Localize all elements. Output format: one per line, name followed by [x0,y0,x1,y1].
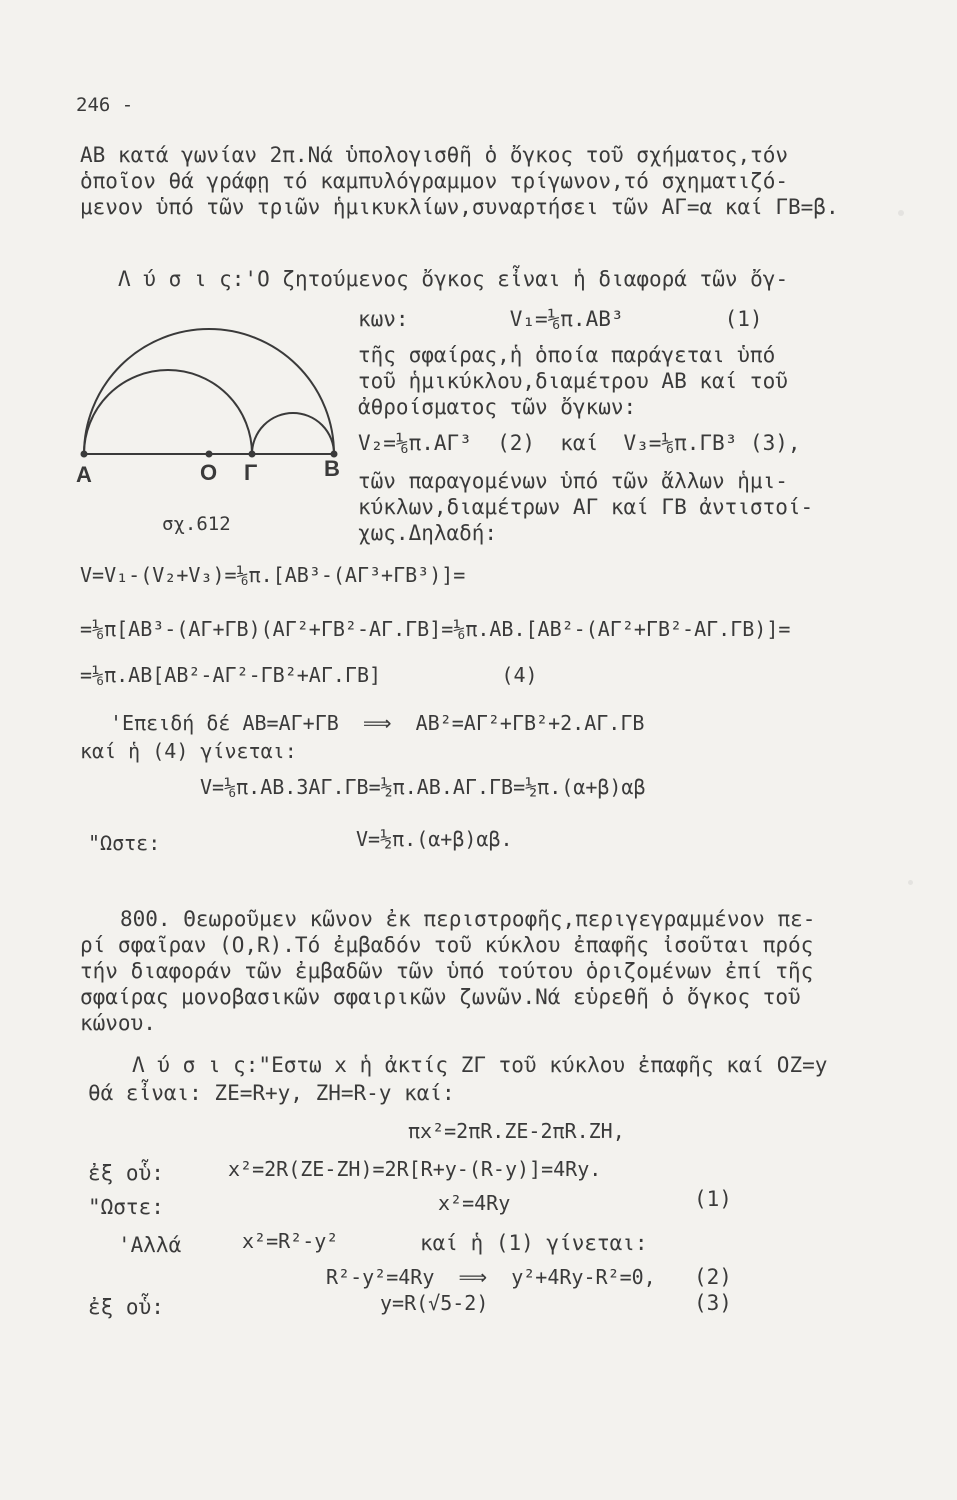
equation-line-3: =⅙π.ΑΒ[ΑΒ²-ΑΓ²-ΓΒ²+ΑΓ.ΓΒ] (4) [80,663,538,687]
solution1-line-7: τῶν παραγομένων ὑπό τῶν ἄλλων ἡμι- [358,469,788,493]
solution1-line-3: τῆς σφαίρας,ἡ ὁποία παράγεται ὑπό [358,343,776,367]
label-g: Γ [244,460,258,485]
solution1-line-4: τοῦ ἡμικύκλου,διαμέτρου ΑΒ καί τοῦ [358,369,788,393]
paper-speck [908,880,913,885]
solution2-line-9: y=R(√5-2) [380,1291,489,1315]
solution1-line-1: Λ ύ σ ι ς:'Ο ζητούμενος ὄγκος εἶναι ἡ διαφορά τῶν ὄγ- [118,267,789,291]
solution2-line-7: καί ἡ (1) γίνεται: [420,1231,648,1255]
point-o [206,451,213,458]
label-a: Α [76,462,92,487]
solution2-eqnum-1: (1) [694,1187,732,1211]
solution2-line-1: Λ ύ σ ι ς:"Εστω x ἡ ἀκτίς ΖΓ τοῦ κύκλου ἐπαφῆς καί ΟΖ=y [132,1053,828,1077]
solution2-eqnum-3: (3) [694,1291,732,1315]
problem800-line-4: σφαίρας μονοβασικῶν σφαιρικῶν ζωνῶν.Νά εὑρεθῆ ὁ ὄγκος τοῦ [80,985,801,1009]
label-o: Ο [200,460,218,485]
problem800-line-1: 800. Θεωροῦμεν κῶνον ἐκ περιστροφῆς,περιγεγραμμένον πε- [120,907,816,931]
semicircle-ag [84,370,252,454]
solution2-line-8: R²-y²=4Ry ⟹ y²+4Ry-R²=0, [326,1265,656,1289]
problem-intro-line-2: ὁποῖον θά γράφῃ τό καμπυλόγραμμον τρίγωνον,τό σχηματιζό- [80,169,789,193]
page-number: 246 - [76,94,134,116]
equation-line-5: καί ἡ (4) γίνεται: [80,739,297,763]
solution2-line-3: πx²=2πR.ΖΕ-2πR.ΖΗ, [408,1119,625,1143]
solution2-line-6: x²=R²-y² [242,1229,339,1253]
equation-line-4: 'Επειδή δέ ΑΒ=ΑΓ+ΓΒ ⟹ ΑΒ²=ΑΓ²+ΓΒ²+2.ΑΓ.ΓΒ [110,711,645,735]
point-a [81,451,88,458]
solution1-line-9: χως.Δηλαδή: [358,521,498,545]
problem800-line-5: κώνου. [80,1011,156,1035]
point-g [249,451,256,458]
equation-line-1: V=V₁-(V₂+V₃)=⅙π.[ΑΒ³-(ΑΓ³+ΓΒ³)]= [80,563,466,587]
solution2-exou-1: ἐξ οὗ: [88,1161,164,1185]
solution2-exou-2: ἐξ οὗ: [88,1295,164,1319]
semicircle-gb [252,413,334,454]
solution2-alla-label: 'Αλλά [118,1233,182,1257]
equation-so-label: "Ωστε: [88,831,161,855]
solution2-line-4: x²=2R(ΖΕ-ΖΗ)=2R[R+y-(R-y)]=4Ry. [228,1157,602,1181]
problem-intro-line-1: ΑΒ κατά γωνίαν 2π.Νά ὑπολογισθῆ ὁ ὄγκος τοῦ σχήματος,τόν [80,143,789,167]
problem800-line-2: ρί σφαῖραν (Ο,R).Τό ἐμβαδόν τοῦ κύκλου ἐπαφῆς ἰσοῦται πρός [80,933,814,957]
solution1-line-2: κων: V₁=⅙π.ΑΒ³ (1) [358,307,763,331]
solution2-line-2: θά εἶναι: ΖΕ=R+y, ΖΗ=R-y καί: [88,1081,455,1105]
problem800-line-3: τήν διαφοράν τῶν ἐμβαδῶν τῶν ὑπό τούτου ὁριζομένων ἐπί τῆς [80,959,814,983]
solution1-line-5: ἀθροίσματος τῶν ὄγκων: [358,395,637,419]
solution1-line-6: V₂=⅙π.ΑΓ³ (2) καί V₃=⅙π.ΓΒ³ (3), [358,431,801,455]
solution1-line-8: κύκλων,διαμέτρων ΑΓ καί ΓΒ ἀντιστοί- [358,495,814,519]
equation-final: V=½π.(α+β)αβ. [356,827,513,851]
label-b: Β [324,456,340,481]
equation-line-2: =⅙π[ΑΒ³-(ΑΓ+ΓΒ)(ΑΓ²+ΓΒ²-ΑΓ.ΓΒ]=⅙π.ΑΒ.[ΑΒ²-(ΑΓ²+ΓΒ²-ΑΓ.ΓΒ)]= [80,617,791,641]
equation-line-6: V=⅙π.ΑΒ.3ΑΓ.ΓΒ=½π.ΑΒ.ΑΓ.ΓΒ=½π.(α+β)αβ [200,775,646,799]
solution2-eqnum-2: (2) [694,1265,732,1289]
semicircle-ab [84,329,334,454]
semicircles-figure [66,322,351,537]
solution2-so-label: "Ωστε: [88,1195,164,1219]
solution2-line-5: x²=4Ry [438,1191,511,1215]
figure-caption: σχ.612 [162,513,231,535]
paper-speck [898,210,904,216]
problem-intro-line-3: μενον ὑπό τῶν τριῶν ἡμικυκλίων,συναρτήσει τῶν ΑΓ=α καί ΓΒ=β. [80,195,839,219]
